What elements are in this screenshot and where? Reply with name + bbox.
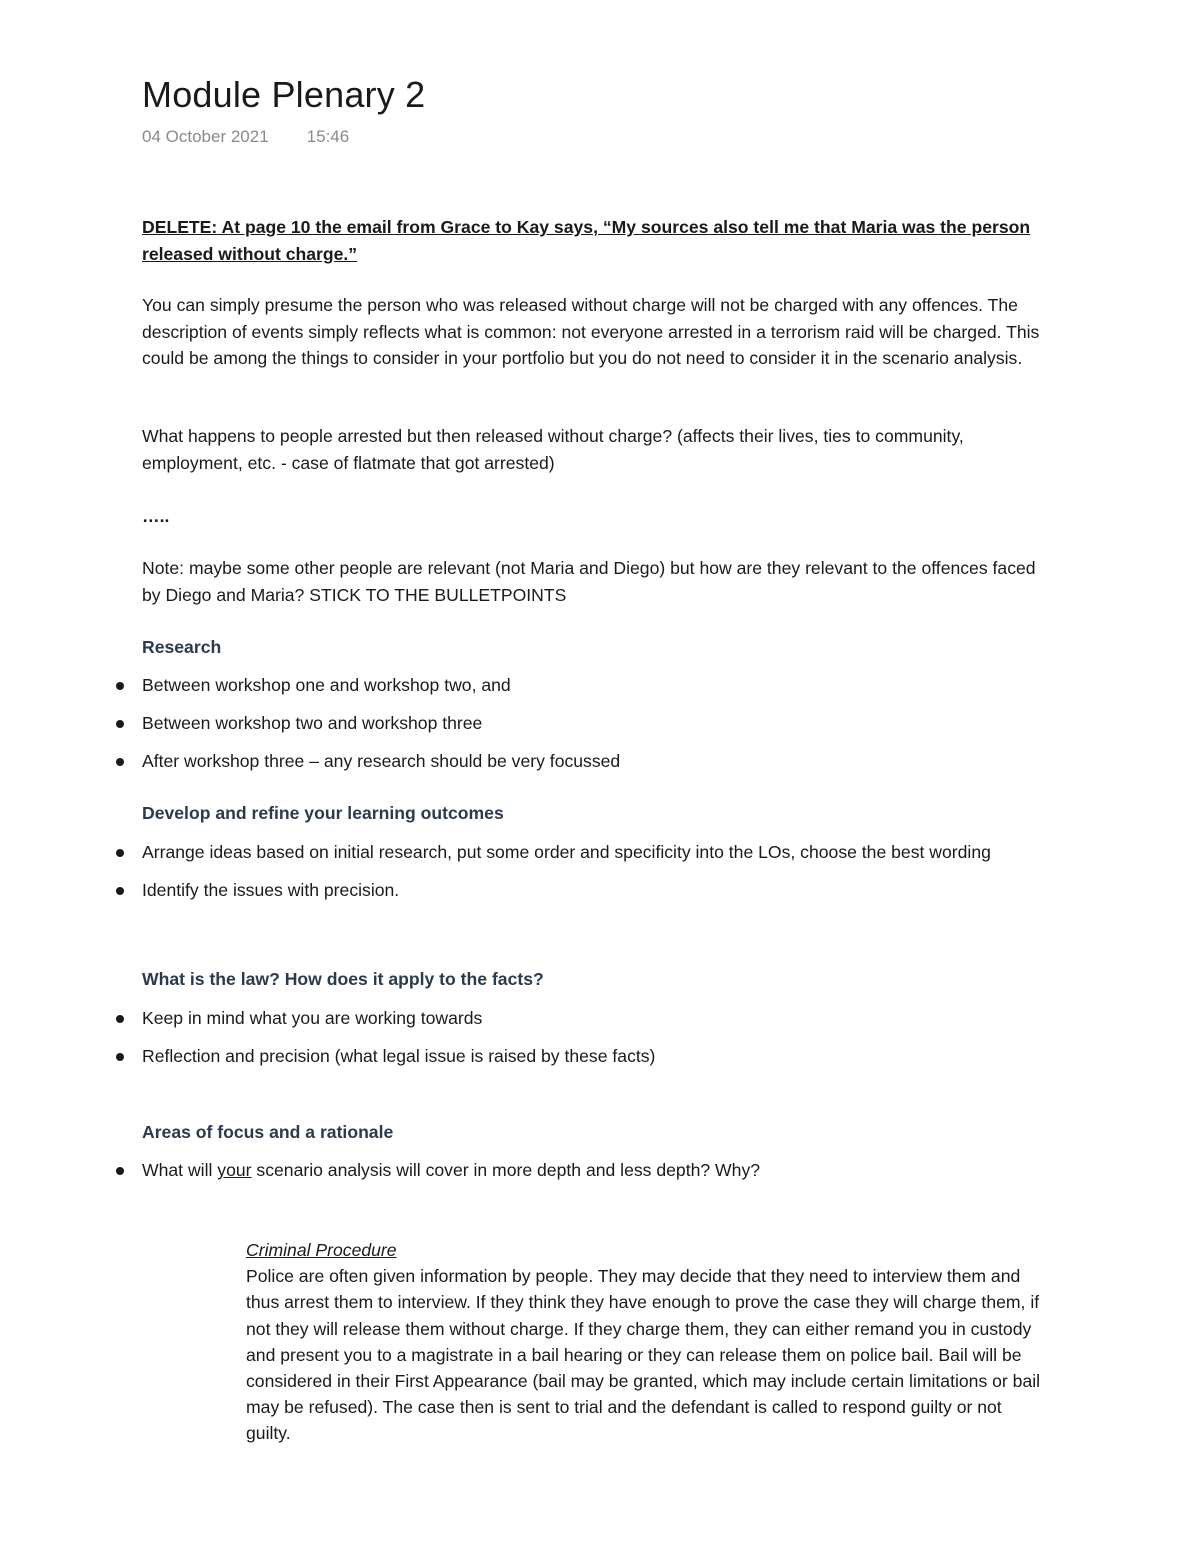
areas-item-underlined: your [217,1160,252,1180]
note-time: 15:46 [306,127,350,146]
areas-item-start: What will [142,1160,218,1180]
paragraph-released-without-charge: You can simply presume the person who was released without charge will not be charged with any offences. The description of events simply reflects what is common: not everyone arrested in a terrorism raid will be charged. This could be among the things to consider in your portfolio but you do not need to consider it in the scenario analysis. [142,295,1040,368]
heading-areas-of-focus: Areas of focus and a rationale [142,1122,394,1142]
list-item: Identify the issues with precision. [142,877,1052,904]
areas-item-end: scenario analysis will cover in more depth and less depth? Why? [251,1160,761,1180]
develop-list [142,839,1052,915]
list-item [142,1157,1052,1184]
criminal-procedure-text: Police are often given information by people. They may decide that they need to interview them and thus arrest them to interview. If they think they have enough to prove the case they will charge them, if not they will release them without charge. If they charge them, they can either remand you in custody and present you to a magistrate in a bail hearing or they can release them on police bail. Bail will be considered in their First Appearance (bail may be granted, which may include certain limitations or bail may be refused). The case then is sent to trial and the defendant is called to respond guilty or not guilty. [246,1266,1041,1444]
list-item: Keep in mind what you are working towards [142,1005,1052,1032]
paragraph-what-happens: What happens to people arrested but then released without charge? (affects their lives, ties to community, employment, etc. - case of flatmate that got arrested) [142,426,964,473]
law-list [142,1005,1052,1081]
delete-note: DELETE: At page 10 the email from Grace to Kay says, “My sources also tell me that Maria was the person released without charge.” [142,217,1031,264]
list-item: Arrange ideas based on initial research, put some order and specificity into the LOs, choose the best wording [142,839,1052,866]
criminal-procedure-block [246,1237,1046,1447]
areas-list [142,1157,1052,1195]
note-date: 04 October 2021 [142,127,269,146]
ellipsis-separator: ….. [142,506,170,526]
list-item: Between workshop two and workshop three [142,710,1052,737]
research-list [142,672,1052,786]
list-item: Reflection and precision (what legal issue is raised by these facts) [142,1043,1052,1070]
note-timestamp [142,127,349,147]
heading-develop-outcomes: Develop and refine your learning outcomes [142,803,504,823]
page-title: Module Plenary 2 [142,74,426,115]
criminal-procedure-title: Criminal Procedure [246,1240,397,1260]
list-item: Between workshop one and workshop two, and [142,672,1052,699]
list-item: After workshop three – any research should be very focussed [142,748,1052,775]
heading-law-facts: What is the law? How does it apply to the facts? [142,969,544,989]
paragraph-note-relevance: Note: maybe some other people are relevant (not Maria and Diego) but how are they relevant to the offences faced by Diego and Maria? STICK TO THE BULLETPOINTS [142,558,1036,605]
heading-research: Research [142,637,222,657]
